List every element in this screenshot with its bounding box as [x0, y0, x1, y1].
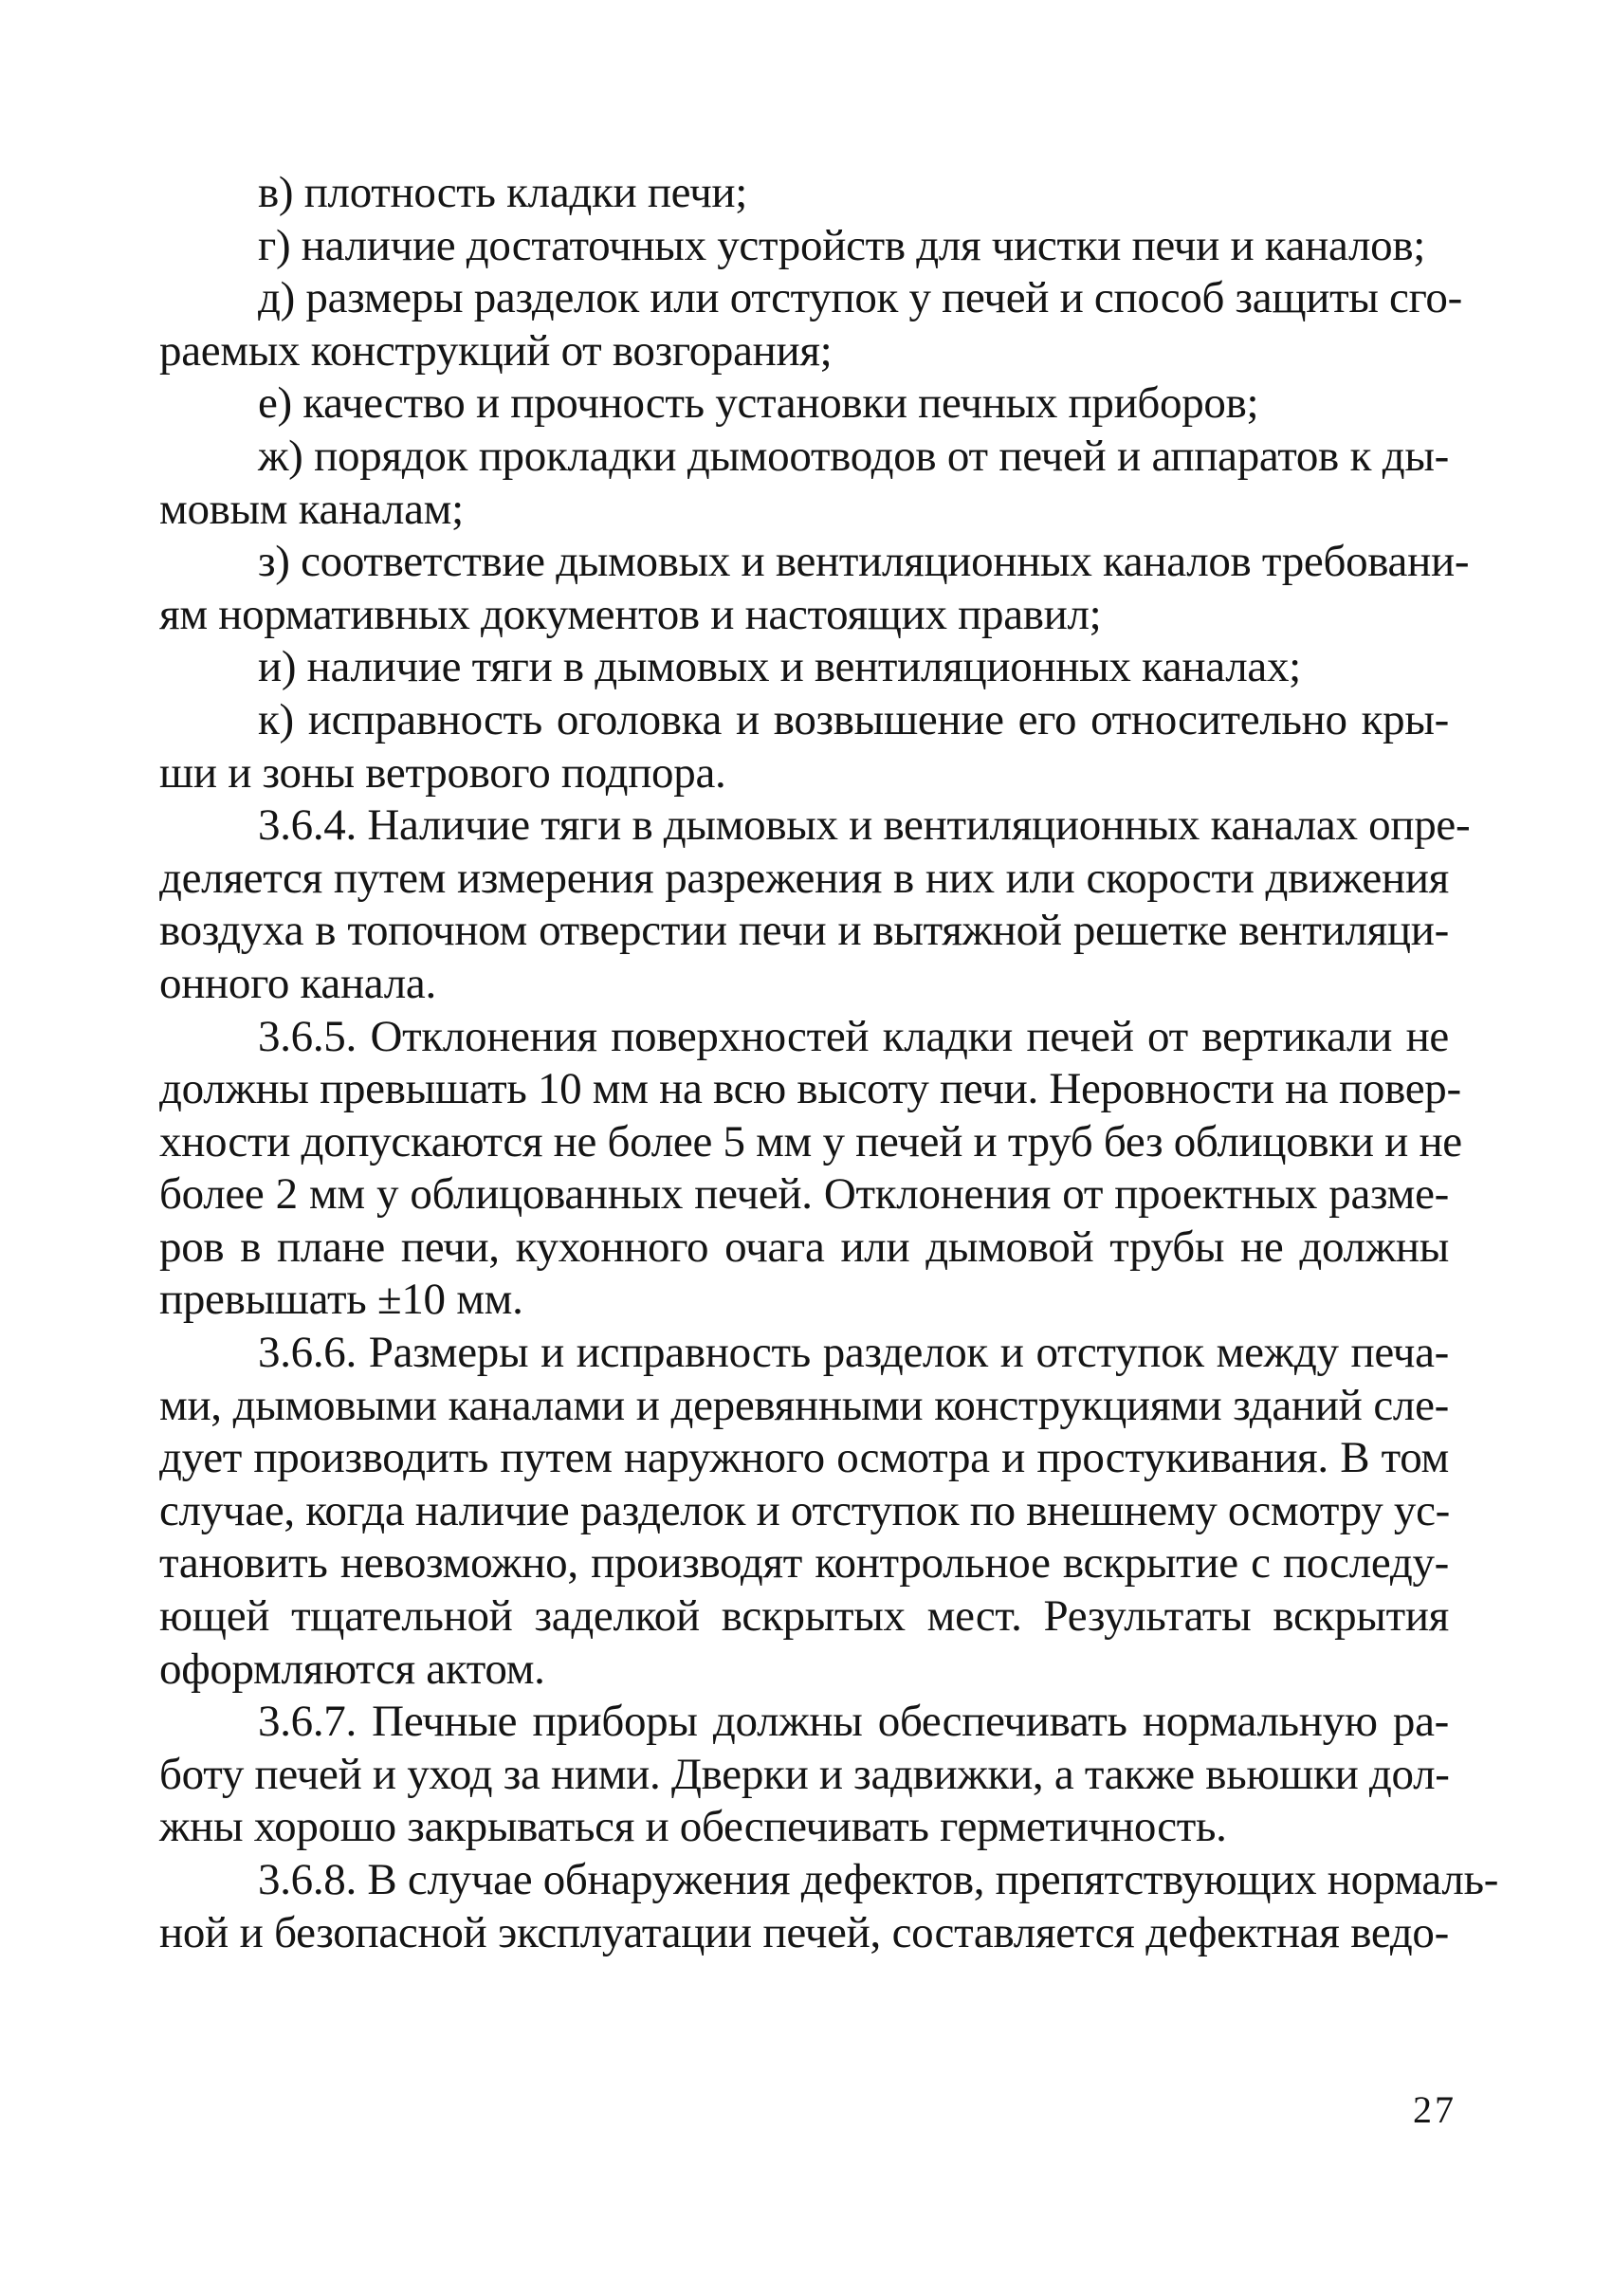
list-item-d-cont: раемых конструкций от возгорания; [159, 325, 833, 376]
clause-3-6-6-line: ми, дымовыми каналами и деревянными конструкциями зданий сле- [159, 1380, 1449, 1430]
list-item-d: д) размеры разделок или отступок у печей и способ защиты сго- [258, 273, 1462, 323]
clause-3-6-7-line: жны хорошо закрываться и обеспечивать герметичность. [159, 1802, 1227, 1852]
list-item-i: и) наличие тяги в дымовых и вентиляционных каналах; [258, 642, 1301, 692]
clause-3-6-6-line: ющей тщательной заделкой вскрытых мест. Результаты вскрытия [159, 1591, 1449, 1642]
list-item-e: е) качество и прочность установки печных приборов; [258, 378, 1259, 429]
clause-3-6-7-line: боту печей и уход за ними. Дверки и задвижки, а также вьюшки дол- [159, 1749, 1450, 1799]
clause-3-6-8-line: ной и безопасной эксплуатации печей, составляется дефектная ведо- [159, 1907, 1449, 1957]
list-item-z-cont: ям нормативных документов и настоящих правил; [159, 589, 1102, 639]
clause-3-6-5-line: ров в плане печи, кухонного очага или дымовой трубы не должны [159, 1221, 1449, 1272]
list-item-zh-cont: мовым каналам; [159, 484, 464, 534]
list-item-k: к) исправность оголовка и возвышение его относительно кры- [258, 694, 1449, 744]
clause-3-6-6-line: 3.6.6. Размеры и исправность разделок и отступок между печа- [258, 1328, 1449, 1378]
clause-3-6-5-line: 3.6.5. Отклонения поверхностей кладки печей от вертикали не [258, 1011, 1449, 1061]
clause-3-6-4-line: деляется путем измерения разрежения в них или скорости движения [159, 853, 1449, 903]
clause-3-6-7-line: 3.6.7. Печные приборы должны обеспечивать нормальную ра- [258, 1697, 1449, 1747]
clause-3-6-5-line: более 2 мм у облицованных печей. Отклонения от проектных разме- [159, 1169, 1449, 1220]
list-item-z: з) соответствие дымовых и вентиляционных каналов требовани- [258, 537, 1470, 587]
clause-3-6-6-line: случае, когда наличие разделок и отступок по внешнему осмотру ус- [159, 1485, 1451, 1535]
page-text-block [159, 167, 1499, 1959]
clause-3-6-5-line: должны превышать 10 мм на всю высоту печи. Неровности на повер- [159, 1064, 1461, 1114]
clause-3-6-6-line: дует производить путем наружного осмотра и простукивания. В том [159, 1433, 1449, 1483]
clause-3-6-6-line: тановить невозможно, производят контрольное вскрытие с последу- [159, 1538, 1449, 1589]
page-number: 27 [1413, 2088, 1456, 2131]
list-item-v: в) плотность кладки печи; [258, 168, 748, 217]
clause-3-6-8-line: 3.6.8. В случае обнаружения дефектов, препятствующих нормаль- [258, 1855, 1499, 1904]
clause-3-6-4-line: онного канала. [159, 958, 436, 1008]
list-item-g: г) наличие достаточных устройств для чистки печи и каналов; [258, 220, 1425, 270]
clause-3-6-6-line: оформляются актом. [159, 1644, 545, 1694]
clause-3-6-5-line: хности допускаются не более 5 мм у печей и труб без облицовки и не [159, 1116, 1462, 1166]
clause-3-6-4-line: воздуха в топочном отверстии печи и вытяжной решетке вентиляци- [159, 906, 1449, 956]
list-item-zh: ж) порядок прокладки дымоотводов от печей и аппаратов к ды- [258, 431, 1449, 481]
clause-3-6-4-line: 3.6.4. Наличие тяги в дымовых и вентиляционных каналах опре- [258, 800, 1471, 851]
clause-3-6-5-line: превышать ±10 мм. [159, 1275, 523, 1325]
list-item-k-cont: ши и зоны ветрового подпора. [159, 747, 726, 798]
